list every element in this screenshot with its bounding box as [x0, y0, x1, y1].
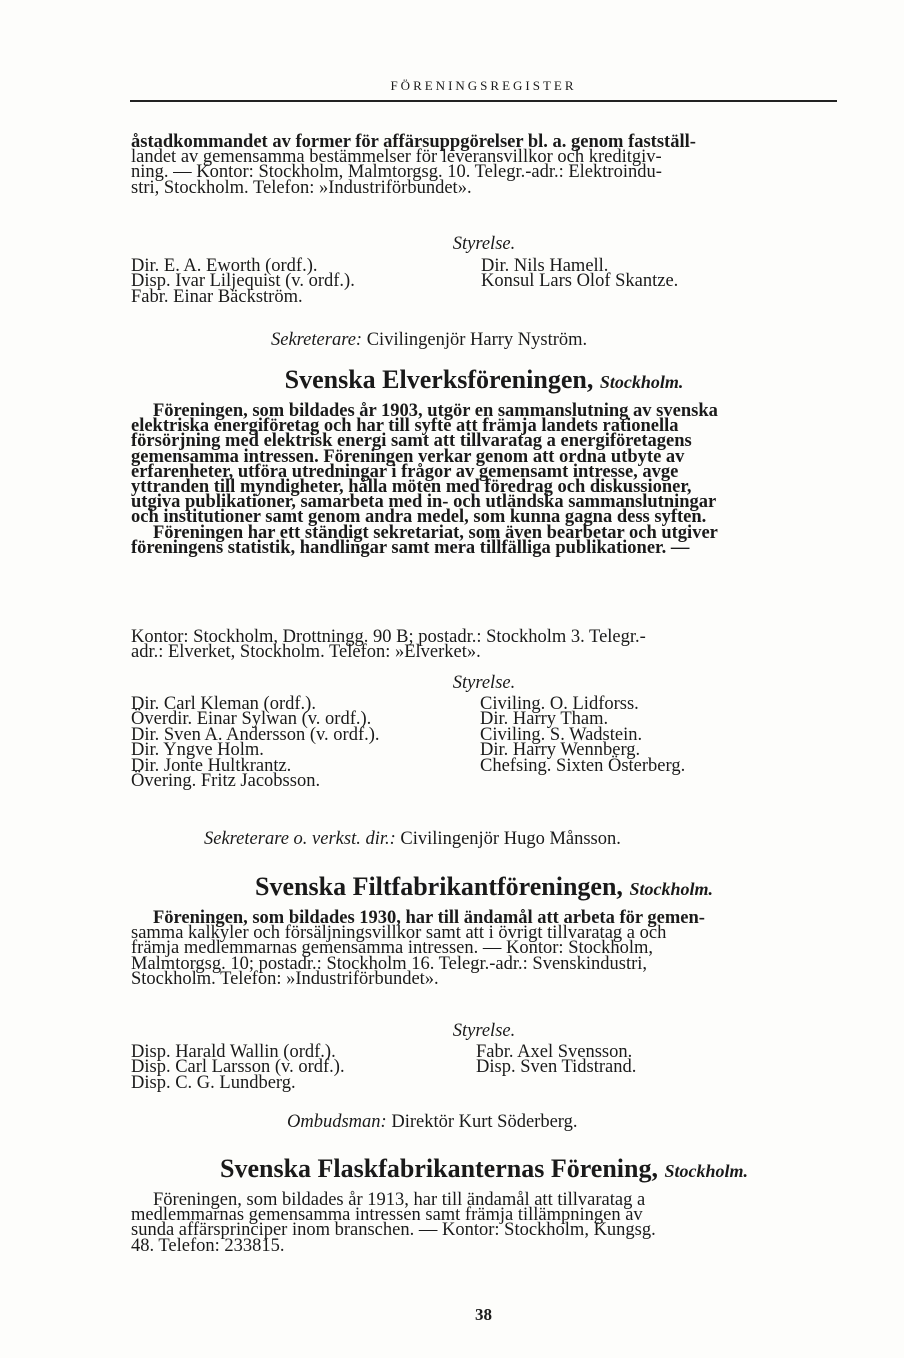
board-right-column — [480, 694, 686, 776]
text-line: medlemmarnas gemensamma intressen samt främja tillämpningen av — [131, 1205, 643, 1226]
text-line: åstadkommandet av former för affärsuppgörelser bl. a. genom fastställ- — [131, 132, 696, 152]
text-line: gemensamma intressen. Föreningen verkar genom att ordna utbyte av — [131, 446, 685, 467]
board-heading: Styrelse. — [452, 234, 516, 254]
text-line: Malmtorgsg. 10; postadr.: Stockholm 16. Telegr.-adr.: Svenskindustri, — [131, 953, 648, 974]
text-line: erfarenheter, utföra utredningar i frågor av gemensamt intresse, avge — [131, 461, 679, 482]
board-member: Dir. Nils Hamell. — [481, 256, 609, 276]
text-line: främja medlemmarnas gemensamma intressen. — Kontor: Stockholm, — [131, 938, 653, 959]
section-title-text: Svenska Elverksföreningen, — [284, 365, 594, 394]
text-line: yttranden till myndigheter, hålla möten med föredrag och diskussioner, — [131, 477, 692, 498]
text-line: och institutioner samt genom andra medel, som kunna gagna dess syften. — [131, 507, 707, 528]
board-member: Dir. Harry Wennberg. — [480, 740, 641, 761]
ombudsman-line — [287, 1112, 578, 1132]
section-title-elverk — [131, 365, 837, 395]
board-member: Disp. Carl Larsson (v. ordf.). — [131, 1057, 345, 1078]
board-member: Fabr. Axel Svensson. — [476, 1042, 633, 1062]
board-left-column — [131, 256, 355, 307]
board-member: Dir. E. A. Eworth (ordf.). — [131, 256, 318, 276]
section-place: Stockholm. — [599, 372, 684, 392]
text-line: sunda affärsprinciper inom branschen. — Kontor: Stockholm, Kungsg. — [131, 1220, 656, 1241]
secretary-name: Civilingenjör Hugo Månsson. — [400, 829, 621, 849]
board-member: Disp. Ivar Liljequist (v. ordf.). — [131, 271, 355, 292]
page-number: 38 — [475, 1305, 492, 1324]
section-title-flask — [131, 1154, 837, 1184]
secretary-label: Sekreterare: — [271, 330, 363, 350]
section-place: Stockholm. — [629, 879, 713, 899]
text-line: ning. — Kontor: Stockholm, Malmtorgsg. 10. Telegr.-adr.: Elektroindu- — [131, 162, 662, 183]
secretary-name: Civilingenjör Harry Nyström. — [366, 330, 588, 350]
section-place: Stockholm. — [664, 1161, 748, 1181]
text-line: Föreningen har ett ständigt sekretariat, som även bearbetar och utgiver — [153, 522, 718, 543]
board-right-column — [476, 1042, 637, 1078]
text-line: Föreningen, som bildades år 1903, utgör en sammanslutning av svenska — [153, 401, 718, 421]
section-title-filt — [131, 872, 837, 902]
board-right-column — [481, 256, 679, 292]
text-line: samma kalkyler och försäljningsvillkor samt att i övrigt tillvaratag a och — [131, 923, 667, 944]
ombudsman-label: Ombudsman: — [287, 1112, 387, 1132]
text-line: elektriska energiföretag och har till syfte att främja landets rationella — [131, 416, 679, 437]
board-heading: Styrelse. — [452, 673, 516, 693]
text-line: Kontor: Stockholm, Drottningg. 90 B; postadr.: Stockholm 3. Telegr.- — [131, 627, 646, 647]
board-member: Konsul Lars Olof Skantze. — [481, 271, 679, 292]
elverk-contact — [131, 627, 837, 663]
board-member: Disp. Sven Tidstrand. — [476, 1057, 637, 1078]
board-member: Chefsing. Sixten Österberg. — [480, 755, 686, 776]
filt-paragraph — [131, 908, 837, 989]
board-member: Disp. C. G. Lundberg. — [131, 1072, 296, 1093]
text-line: Föreningen, som bildades år 1913, har till ändamål att tillvaratag a — [153, 1190, 646, 1210]
section-title-text: Svenska Filtfabrikantföreningen, — [255, 872, 623, 901]
board-member: Överdir. Einar Sylwan (v. ordf.). — [131, 709, 372, 730]
ombudsman-name: Direktör Kurt Söderberg. — [391, 1112, 578, 1132]
board-member: Dir. Harry Tham. — [480, 709, 609, 730]
board-member: Civiling. S. Wadstein. — [480, 724, 643, 745]
text-line: 48. Telefon: 233815. — [131, 1235, 285, 1256]
board-member: Övering. Fritz Jacobsson. — [131, 771, 321, 792]
text-line: stri, Stockholm. Telefon: »Industriförbundet». — [131, 177, 472, 198]
intro-paragraph — [131, 132, 837, 198]
flask-paragraph — [131, 1190, 837, 1256]
text-line: landet av gemensamma bestämmelser för leveransvillkor och kreditgiv- — [131, 147, 662, 168]
board-member: Civiling. O. Lidforss. — [480, 694, 639, 714]
text-line: Stockholm. Telefon: »Industriförbundet». — [131, 968, 439, 989]
text-line: Föreningen, som bildades 1930, har till ändamål att arbeta för gemen- — [153, 908, 705, 928]
board-heading: Styrelse. — [452, 1021, 516, 1041]
text-line: utgiva publikationer, samarbeta med in- och utländska sammanslutningar — [131, 492, 717, 513]
elverk-paragraph — [131, 401, 837, 558]
running-header: FÖRENINGSREGISTER — [390, 78, 577, 93]
board-member: Disp. Harald Wallin (ordf.). — [131, 1042, 336, 1062]
text-line: adr.: Elverket, Stockholm. Telefon: »Elverket». — [131, 642, 481, 663]
secretary-line — [204, 829, 621, 849]
board-member: Dir. Jonte Hultkrantz. — [131, 755, 292, 776]
board-member: Dir. Sven A. Andersson (v. ordf.). — [131, 724, 380, 745]
header-rule — [130, 100, 837, 102]
secretary-label: Sekreterare o. verkst. dir.: — [204, 829, 396, 849]
section-title-text: Svenska Flaskfabrikanternas Förening, — [220, 1154, 658, 1183]
board-member: Fabr. Einar Bäckström. — [131, 286, 303, 307]
secretary-line — [271, 330, 588, 350]
text-line: föreningens statistik, handlingar samt mera tillfälliga publikationer. — — [131, 537, 690, 558]
board-left-column — [131, 1042, 345, 1093]
board-left-column — [131, 694, 380, 792]
text-line: försörjning med elektrisk energi samt att tillvaratag a energiföretagens — [131, 431, 692, 452]
board-member: Dir. Carl Kleman (ordf.). — [131, 694, 316, 714]
board-member: Dir. Yngve Holm. — [131, 740, 264, 761]
